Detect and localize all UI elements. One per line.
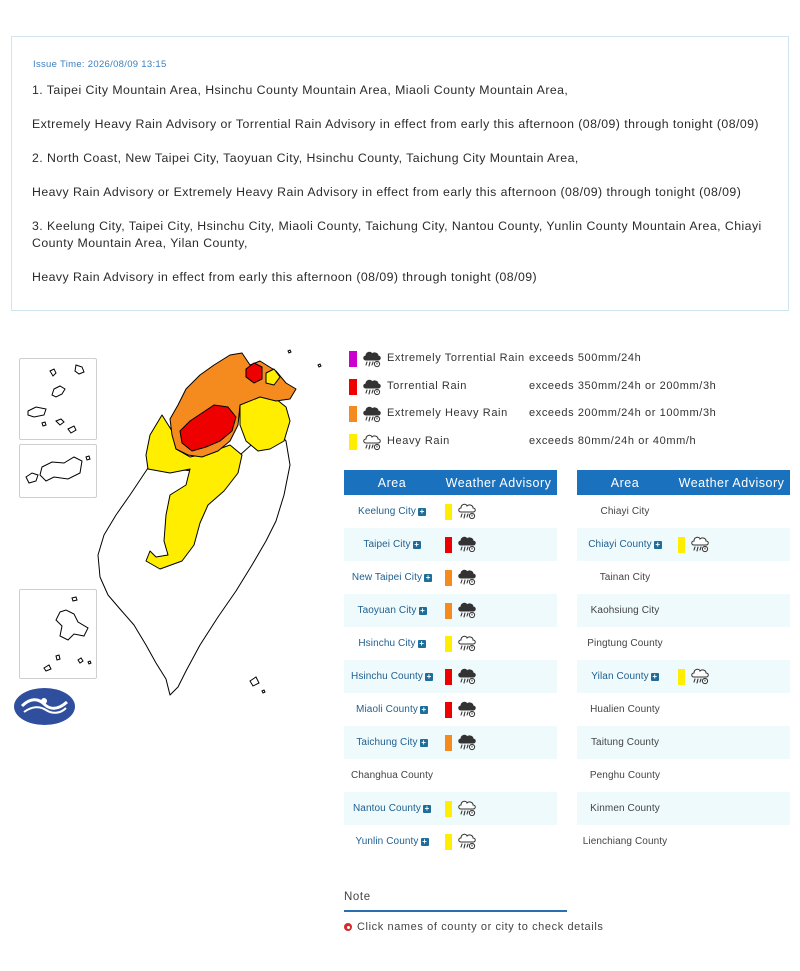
advisory-icon	[457, 700, 477, 718]
advisory-indicator	[445, 799, 485, 819]
heavy-rain-icon	[457, 799, 477, 817]
table-row	[344, 726, 557, 759]
advisory-icon	[457, 832, 477, 850]
area-name	[577, 605, 673, 616]
area-label: Taitung County	[590, 737, 660, 748]
advisory-icon	[457, 502, 477, 520]
advisory-swatch	[678, 669, 685, 685]
heavy-rain-icon	[690, 535, 710, 553]
area-name	[577, 572, 673, 583]
heavy-rain-icon	[457, 502, 477, 520]
area-label: Yunlin County	[355, 836, 419, 847]
area-name	[577, 704, 673, 715]
advisory-legend	[348, 348, 788, 458]
col-area-header: Area	[610, 475, 640, 490]
expand-plus-icon[interactable]: +	[424, 804, 430, 813]
expand-plus-icon[interactable]: +	[419, 507, 425, 516]
legend-icon	[362, 405, 382, 423]
col-advisory-header: Weather Advisory	[678, 475, 785, 490]
area-name	[577, 638, 673, 649]
torrential-rain-icon	[457, 568, 477, 586]
advisory-indicator	[445, 667, 485, 687]
advisory-indicator	[445, 601, 485, 621]
matsu-islands-shape	[20, 590, 96, 678]
legend-swatch	[349, 351, 357, 367]
advisory-icon	[457, 535, 477, 553]
bulletin-paragraph: 2. North Coast, New Taipei City, Taoyuan City, Hsinchu County, Taichung City Mountain Area,	[32, 151, 579, 165]
map-inset-kinmen[interactable]	[19, 444, 97, 498]
advisory-icon	[457, 568, 477, 586]
legend-label: Torrential Rain	[387, 379, 467, 392]
advisory-indicator	[678, 667, 718, 687]
torrential-rain-icon	[362, 405, 382, 423]
legend-swatch	[349, 434, 357, 450]
area-label: Chiayi County	[588, 539, 652, 550]
advisory-swatch	[445, 504, 452, 520]
area-label: Pingtung County	[587, 638, 663, 649]
advisory-icon	[457, 799, 477, 817]
col-area-header: Area	[377, 475, 407, 490]
area-label: Taoyuan City	[357, 605, 417, 616]
area-label: Lienchiang County	[582, 836, 668, 847]
table-row	[344, 495, 557, 528]
taiwan-advisory-map[interactable]	[90, 345, 330, 705]
cwa-logo	[14, 688, 75, 725]
area-label: New Taipei City	[351, 572, 423, 583]
table-row	[344, 660, 557, 693]
area-label: Tainan City	[599, 572, 651, 583]
table-row	[577, 495, 790, 528]
expand-plus-icon[interactable]: +	[422, 837, 427, 846]
area-link[interactable]	[344, 836, 440, 847]
expand-plus-icon[interactable]: +	[421, 738, 427, 747]
area-name	[577, 737, 673, 748]
area-link[interactable]	[344, 638, 440, 649]
expand-plus-icon[interactable]: +	[652, 672, 658, 681]
table-row	[344, 528, 557, 561]
table-row	[577, 726, 790, 759]
note-section	[344, 891, 603, 933]
area-label: Hsinchu City	[358, 638, 416, 649]
table-row	[344, 792, 557, 825]
area-name	[577, 506, 673, 517]
advisory-bulletin	[11, 36, 789, 311]
bulletin-paragraph: Heavy Rain Advisory in effect from early this afternoon (08/09) through tonight (08/09)	[32, 270, 538, 284]
legend-label: Extremely Heavy Rain	[387, 407, 508, 419]
map-inset-penghu[interactable]	[19, 358, 97, 440]
area-name	[577, 836, 673, 847]
bulletin-paragraph: Extremely Heavy Rain Advisory or Torrential Rain Advisory in effect from early this afternoon (08/09) through tonight (08/09)	[32, 117, 759, 131]
legend-label: Extremely Torrential Rain	[387, 352, 525, 364]
area-link[interactable]	[344, 539, 440, 550]
area-link[interactable]	[344, 506, 440, 517]
advisory-indicator	[445, 634, 485, 654]
advisory-icon	[457, 634, 477, 652]
expand-plus-icon[interactable]: +	[426, 672, 432, 681]
advisory-swatch	[445, 834, 452, 850]
area-label: Yilan County	[591, 671, 649, 682]
area-name	[344, 770, 440, 781]
advisory-icon	[457, 733, 477, 751]
heavy-rain-icon	[362, 433, 382, 451]
advisory-icon	[457, 601, 477, 619]
area-link[interactable]	[577, 539, 673, 550]
torrential-rain-icon	[457, 700, 477, 718]
penghu-islands-shape	[20, 359, 96, 439]
legend-threshold: exceeds 80mm/24h or 40mm/h	[529, 434, 697, 447]
advisory-indicator	[445, 568, 485, 588]
expand-plus-icon[interactable]: +	[421, 705, 427, 714]
advisory-indicator	[445, 733, 485, 753]
expand-plus-icon[interactable]: +	[414, 540, 419, 549]
area-name	[577, 770, 673, 781]
heavy-rain-icon	[690, 667, 710, 685]
area-label: Nantou County	[352, 803, 421, 814]
advisory-indicator	[445, 535, 485, 555]
bullet-icon	[344, 923, 352, 931]
torrential-rain-icon	[457, 667, 477, 685]
map-inset-matsu[interactable]	[19, 589, 97, 679]
area-label: Hualien County	[590, 704, 660, 715]
wave-logo-icon	[14, 688, 75, 725]
table-row	[577, 693, 790, 726]
note-title: Note	[344, 891, 371, 903]
table-row	[344, 561, 557, 594]
area-label: Miaoli County	[356, 704, 418, 715]
kinmen-islands-shape	[20, 445, 96, 497]
area-link[interactable]	[344, 803, 440, 814]
bulletin-paragraph: Heavy Rain Advisory or Extremely Heavy Rain Advisory in effect from early this afternoon (08/09) through tonight (08/09)	[32, 185, 742, 199]
expand-plus-icon[interactable]: +	[420, 606, 425, 615]
advisory-swatch	[445, 801, 452, 817]
legend-swatch	[349, 406, 357, 422]
legend-row	[348, 431, 788, 459]
legend-icon	[362, 350, 382, 368]
area-label: Penghu County	[589, 770, 661, 781]
torrential-rain-icon	[457, 733, 477, 751]
bulletin-paragraph: 3. Keelung City, Taipei City, Hsinchu City, Miaoli County, Taichung City, Nantou County, Yunlin County Mountain Area, Chiayi County Mountain Area, Yilan County,	[32, 219, 762, 250]
heavy-rain-icon	[457, 634, 477, 652]
area-table-right	[577, 470, 790, 858]
advisory-indicator	[445, 700, 485, 720]
expand-plus-icon[interactable]: +	[425, 573, 431, 582]
legend-label: Heavy Rain	[387, 434, 450, 447]
area-link[interactable]	[577, 671, 673, 682]
expand-plus-icon[interactable]: +	[419, 639, 425, 648]
torrential-rain-icon	[457, 535, 477, 553]
note-text: Click names of county or city to check details	[357, 921, 604, 933]
advisory-swatch	[445, 735, 452, 751]
legend-threshold: exceeds 500mm/24h	[529, 352, 642, 364]
legend-row	[348, 403, 788, 431]
advisory-indicator	[678, 535, 718, 555]
advisory-indicator	[445, 502, 485, 522]
legend-icon	[362, 378, 382, 396]
table-row	[577, 528, 790, 561]
area-label: Keelung City	[358, 506, 416, 517]
torrential-rain-icon	[362, 350, 382, 368]
area-label: Hsinchu County	[351, 671, 423, 682]
table-header	[344, 470, 557, 495]
advisory-icon	[690, 535, 710, 553]
table-row	[577, 825, 790, 858]
area-label: Changhua County	[350, 770, 434, 781]
table-row	[344, 594, 557, 627]
table-row	[344, 759, 557, 792]
table-row	[577, 660, 790, 693]
table-row	[577, 561, 790, 594]
table-row	[344, 693, 557, 726]
legend-row	[348, 348, 788, 376]
advisory-icon	[457, 667, 477, 685]
advisory-swatch	[445, 669, 452, 685]
area-label: Taipei City	[363, 539, 411, 550]
advisory-swatch	[445, 702, 452, 718]
table-header	[577, 470, 790, 495]
area-name	[577, 803, 673, 814]
table-row	[344, 627, 557, 660]
advisory-swatch	[445, 537, 452, 553]
area-link[interactable]	[344, 572, 440, 583]
advisory-icon	[690, 667, 710, 685]
col-advisory-header: Weather Advisory	[445, 475, 552, 490]
heavy-rain-icon	[457, 832, 477, 850]
area-link[interactable]	[344, 671, 440, 682]
table-row	[577, 627, 790, 660]
area-label: Taichung City	[356, 737, 418, 748]
advisory-indicator	[445, 832, 485, 852]
area-link[interactable]	[344, 605, 440, 616]
issue-time: Issue Time: 2026/08/09 13:15	[33, 59, 167, 70]
bulletin-paragraph: 1. Taipei City Mountain Area, Hsinchu County Mountain Area, Miaoli County Mountain Area,	[32, 83, 569, 97]
advisory-swatch	[445, 636, 452, 652]
area-label: Kinmen County	[590, 803, 660, 814]
note-divider	[344, 910, 567, 912]
legend-threshold: exceeds 350mm/24h or 200mm/3h	[529, 379, 717, 392]
legend-swatch	[349, 379, 357, 395]
legend-icon	[362, 433, 382, 451]
legend-threshold: exceeds 200mm/24h or 100mm/3h	[529, 407, 717, 419]
advisory-swatch	[678, 537, 685, 553]
area-label: Kaohsiung City	[590, 605, 660, 616]
table-row	[577, 594, 790, 627]
table-row	[577, 759, 790, 792]
advisory-swatch	[445, 570, 452, 586]
torrential-rain-icon	[362, 378, 382, 396]
area-table-left	[344, 470, 557, 858]
note-item	[344, 921, 603, 933]
area-link[interactable]	[344, 737, 440, 748]
legend-row	[348, 376, 788, 404]
expand-plus-icon[interactable]: +	[655, 540, 661, 549]
advisory-swatch	[445, 603, 452, 619]
table-row	[577, 792, 790, 825]
area-label: Chiayi City	[600, 506, 650, 517]
torrential-rain-icon	[457, 601, 477, 619]
area-link[interactable]	[344, 704, 440, 715]
table-row	[344, 825, 557, 858]
